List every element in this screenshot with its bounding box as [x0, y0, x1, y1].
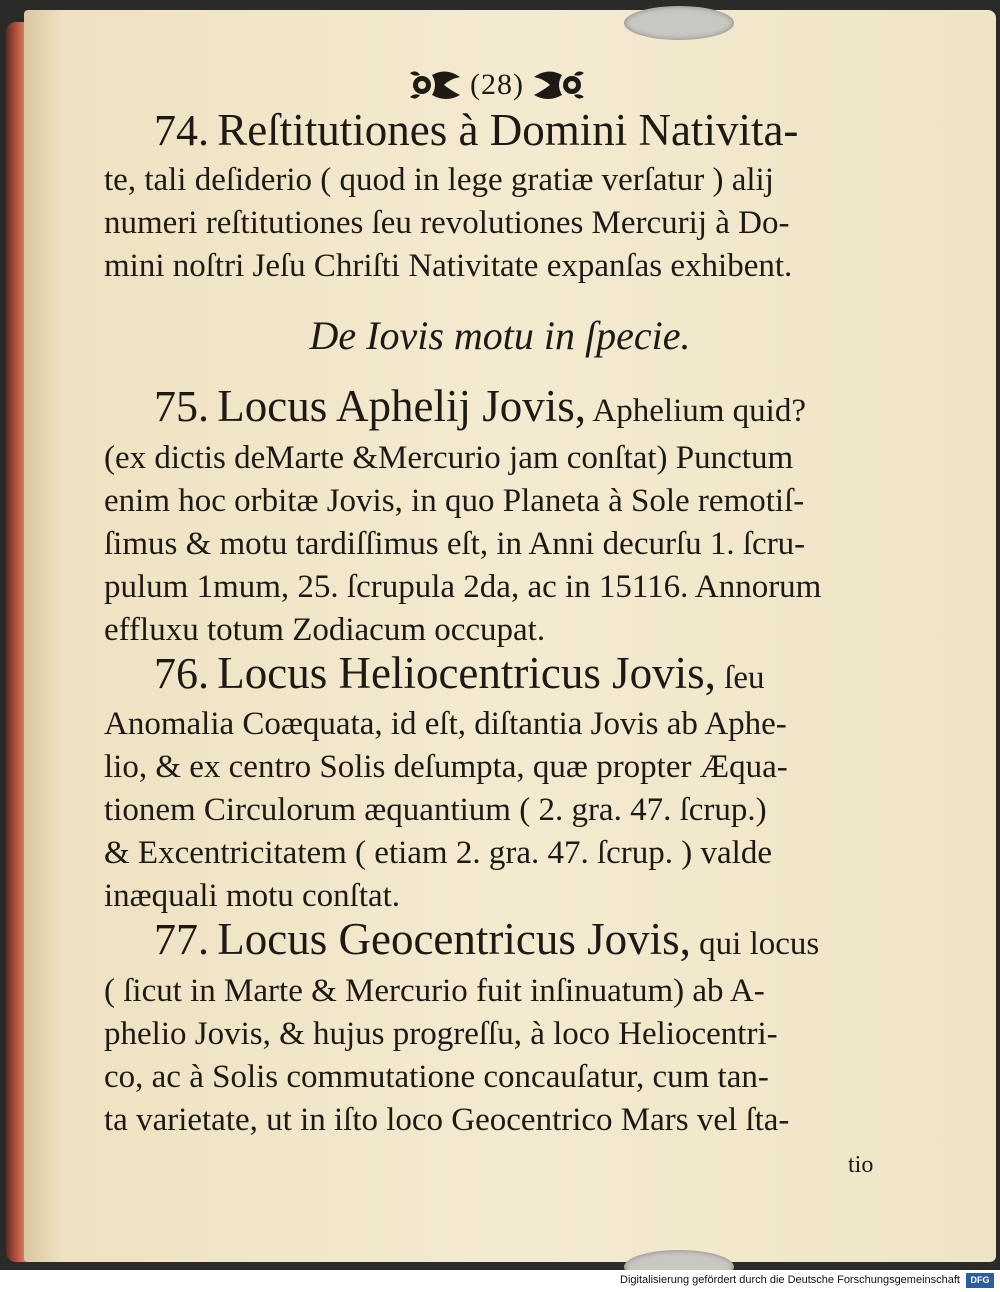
section-number: 74. — [154, 106, 209, 155]
text-line: & Excentricitatem ( etiam 2. gra. 47. ſcrup. ) valde — [104, 835, 772, 871]
section-text: qui locus — [690, 926, 820, 962]
text-line: phelio Jovis, & hujus progreſſu, à loco Heliocentri- — [104, 1016, 778, 1052]
section-number: 75. — [154, 382, 209, 431]
section-lead: Locus Aphelij Jovis, — [217, 381, 586, 431]
floral-ornament-icon — [406, 65, 464, 105]
footer-bar — [0, 1270, 1000, 1292]
text-line: inæquali motu conſtat. — [104, 878, 401, 914]
floral-ornament-icon — [530, 65, 588, 105]
text-line: tionem Circulorum æquantium ( 2. gra. 47. ſcrup.) — [104, 792, 767, 828]
text-line: Anomalia Coæquata, id eſt, diſtantia Jovis ab Aphe- — [104, 706, 787, 742]
text-line: ( ſicut in Marte & Mercurio fuit inſinuatum) ab A- — [104, 973, 765, 1009]
footer-credit: Digitalisierung gefördert durch die Deutsche Forschungsgemeinschaft — [620, 1274, 960, 1286]
text-line: numeri reſtitutiones ſeu revolutiones Mercurij à Do- — [104, 205, 790, 241]
text-line: mini noſtri Jeſu Chriſti Nativitate expanſas exhibent. — [104, 248, 793, 284]
text-line: lio, & ex centro Solis deſumpta, quæ propter Æqua- — [104, 749, 788, 785]
page-clip-top — [624, 6, 734, 40]
text-line — [154, 381, 894, 431]
text-line: co, ac à Solis commutatione concauſatur, cum tan- — [104, 1059, 769, 1095]
text-line: ſimus & motu tardiſſimus eſt, in Anni decurſu 1. ſcru- — [104, 526, 806, 562]
section-number: 76. — [154, 649, 209, 698]
section-lead: Locus Heliocentricus Jovis, — [217, 648, 716, 698]
section-lead: Reſtitutiones à Domini Nativita- — [217, 105, 799, 155]
text-line: effluxu totum Zodiacum occupat. — [104, 612, 546, 648]
dfg-logo: DFG — [966, 1273, 994, 1288]
page-header — [397, 62, 597, 108]
text-line — [154, 914, 894, 964]
text-line — [154, 648, 894, 698]
text-line: pulum 1mum, 25. ſcrupula 2da, ac in 15116. Annorum — [104, 569, 822, 605]
text-line — [154, 105, 894, 155]
section-number: 77. — [154, 915, 209, 964]
text-line: ta varietate, ut in iſto loco Geocentrico Mars vel ſta- — [104, 1102, 790, 1138]
page-number: (28) — [470, 68, 524, 101]
section-text: Aphelium quid? — [586, 393, 806, 429]
text-line: enim hoc orbitæ Jovis, in quo Planeta à Sole remotiſ- — [104, 483, 805, 519]
section-lead: Locus Geocentricus Jovis, — [217, 914, 691, 964]
section-heading: De Iovis motu in ſpecie. — [309, 313, 691, 358]
text-line: te, tali deſiderio ( quod in lege gratiæ verſatur ) alij — [104, 162, 774, 198]
text-line: (ex dictis deMarte &Mercurio jam conſtat) Punctum — [104, 440, 794, 476]
section-text: ſeu — [715, 660, 765, 696]
catchword: tio — [848, 1152, 874, 1178]
